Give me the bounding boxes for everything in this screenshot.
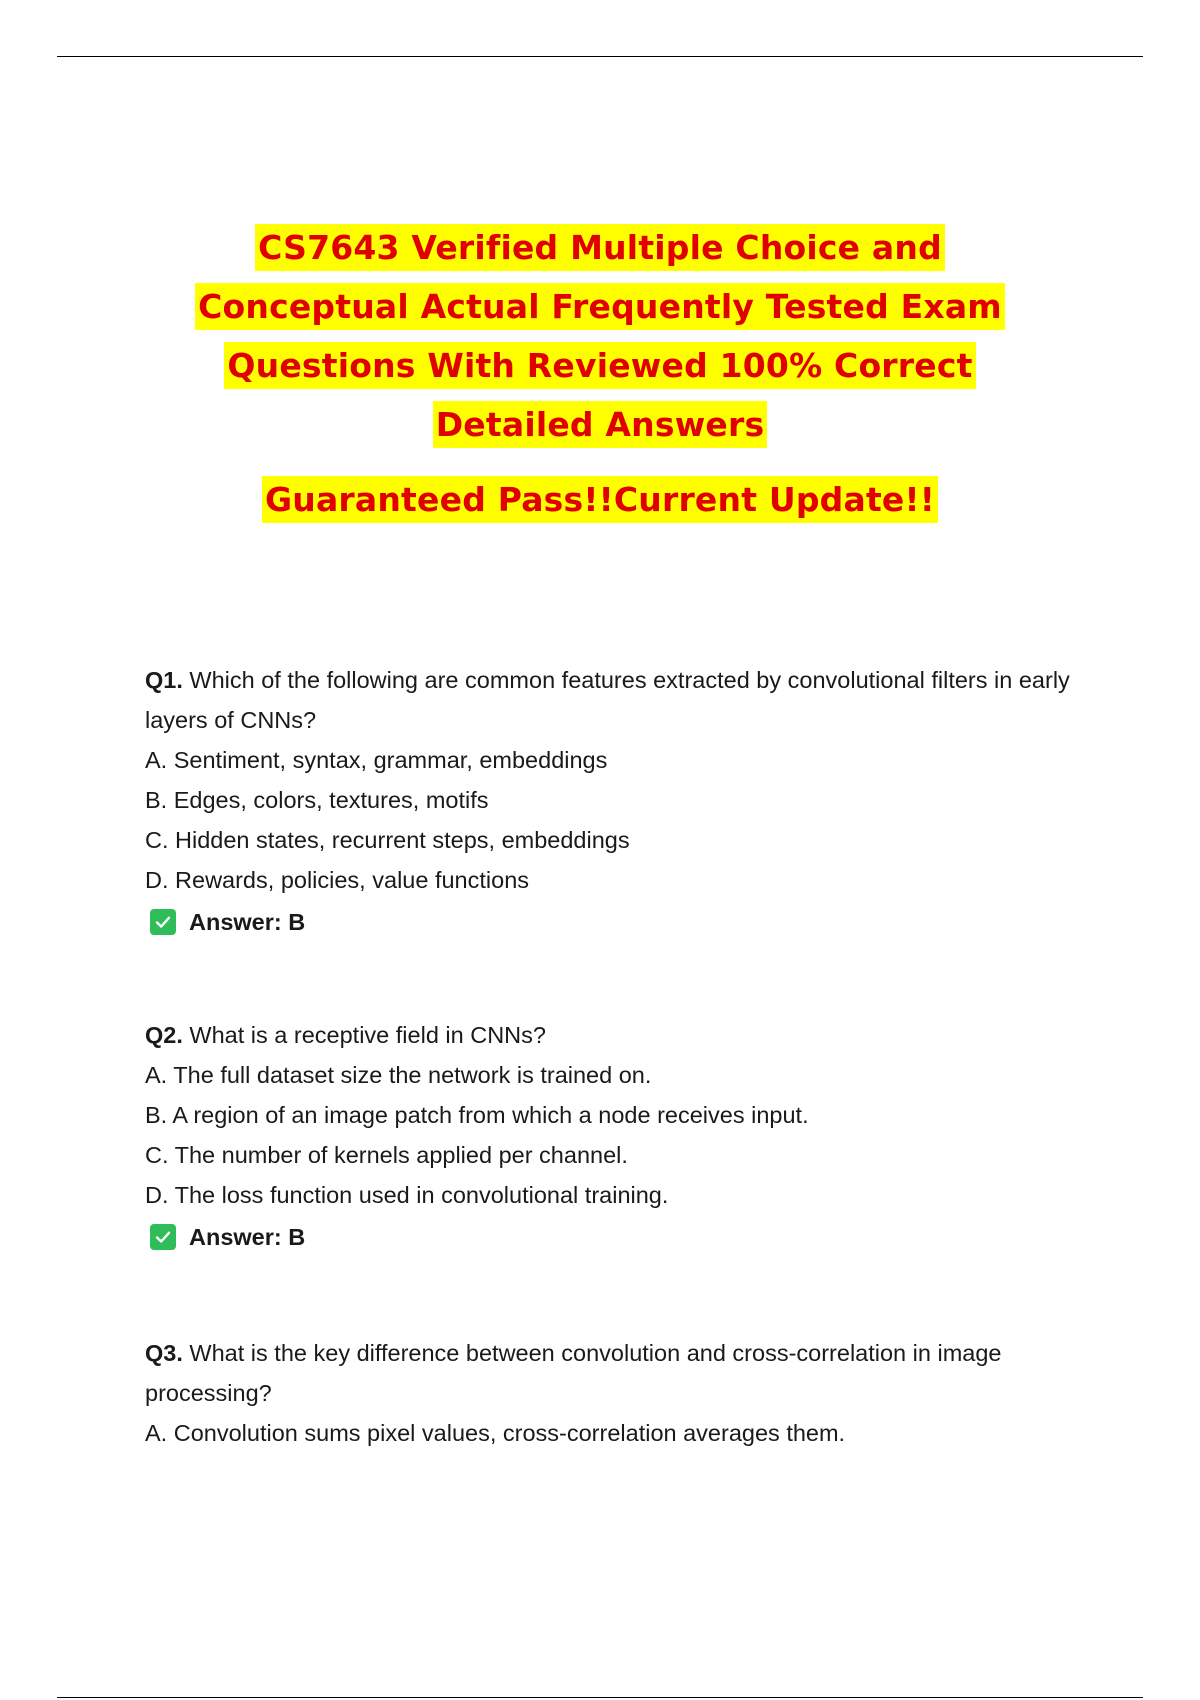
question-stem: [145, 1015, 1095, 1055]
option-c: C. Hidden states, recurrent steps, embeddings: [145, 827, 630, 853]
bottom-rule: [57, 1697, 1143, 1698]
question-2: [145, 1015, 1095, 1257]
title-line-1: CS7643 Verified Multiple Choice and: [0, 218, 1200, 277]
title-line-3: Questions With Reviewed 100% Correct: [0, 336, 1200, 395]
answer-text: Answer: B: [189, 1224, 306, 1250]
document-title: [0, 218, 1200, 529]
check-box-icon: [150, 1224, 176, 1250]
title-line-4: Detailed Answers: [0, 395, 1200, 454]
subtitle: Guaranteed Pass!!Current Update!!: [0, 470, 1200, 529]
option-a: A. The full dataset size the network is trained on.: [145, 1062, 652, 1088]
option-d: D. The loss function used in convolutional training.: [145, 1182, 669, 1208]
question-number: Q1.: [145, 667, 183, 693]
question-stem: [145, 1333, 1095, 1413]
answer-line: [145, 902, 1095, 942]
option-a: A. Convolution sums pixel values, cross-correlation averages them.: [145, 1420, 846, 1446]
question-1: [145, 660, 1095, 942]
option-a: A. Sentiment, syntax, grammar, embeddings: [145, 747, 608, 773]
title-line-2: Conceptual Actual Frequently Tested Exam: [0, 277, 1200, 336]
answer-line: [145, 1217, 1095, 1257]
option-c: C. The number of kernels applied per channel.: [145, 1142, 628, 1168]
question-number: Q3.: [145, 1340, 183, 1366]
option-b: B. Edges, colors, textures, motifs: [145, 787, 489, 813]
question-text: What is a receptive field in CNNs?: [182, 1022, 546, 1048]
question-3: [145, 1333, 1095, 1453]
option-b: B. A region of an image patch from which a node receives input.: [145, 1102, 809, 1128]
question-text: Which of the following are common features extracted by convolutional filters in early layers of CNNs?: [145, 667, 1070, 733]
question-stem: [145, 660, 1095, 740]
option-d: D. Rewards, policies, value functions: [145, 867, 530, 893]
question-text: What is the key difference between convolution and cross-correlation in image processing?: [145, 1340, 1002, 1406]
check-box-icon: [150, 909, 176, 935]
question-number: Q2.: [145, 1022, 183, 1048]
answer-text: Answer: B: [189, 909, 306, 935]
top-rule: [57, 56, 1143, 57]
